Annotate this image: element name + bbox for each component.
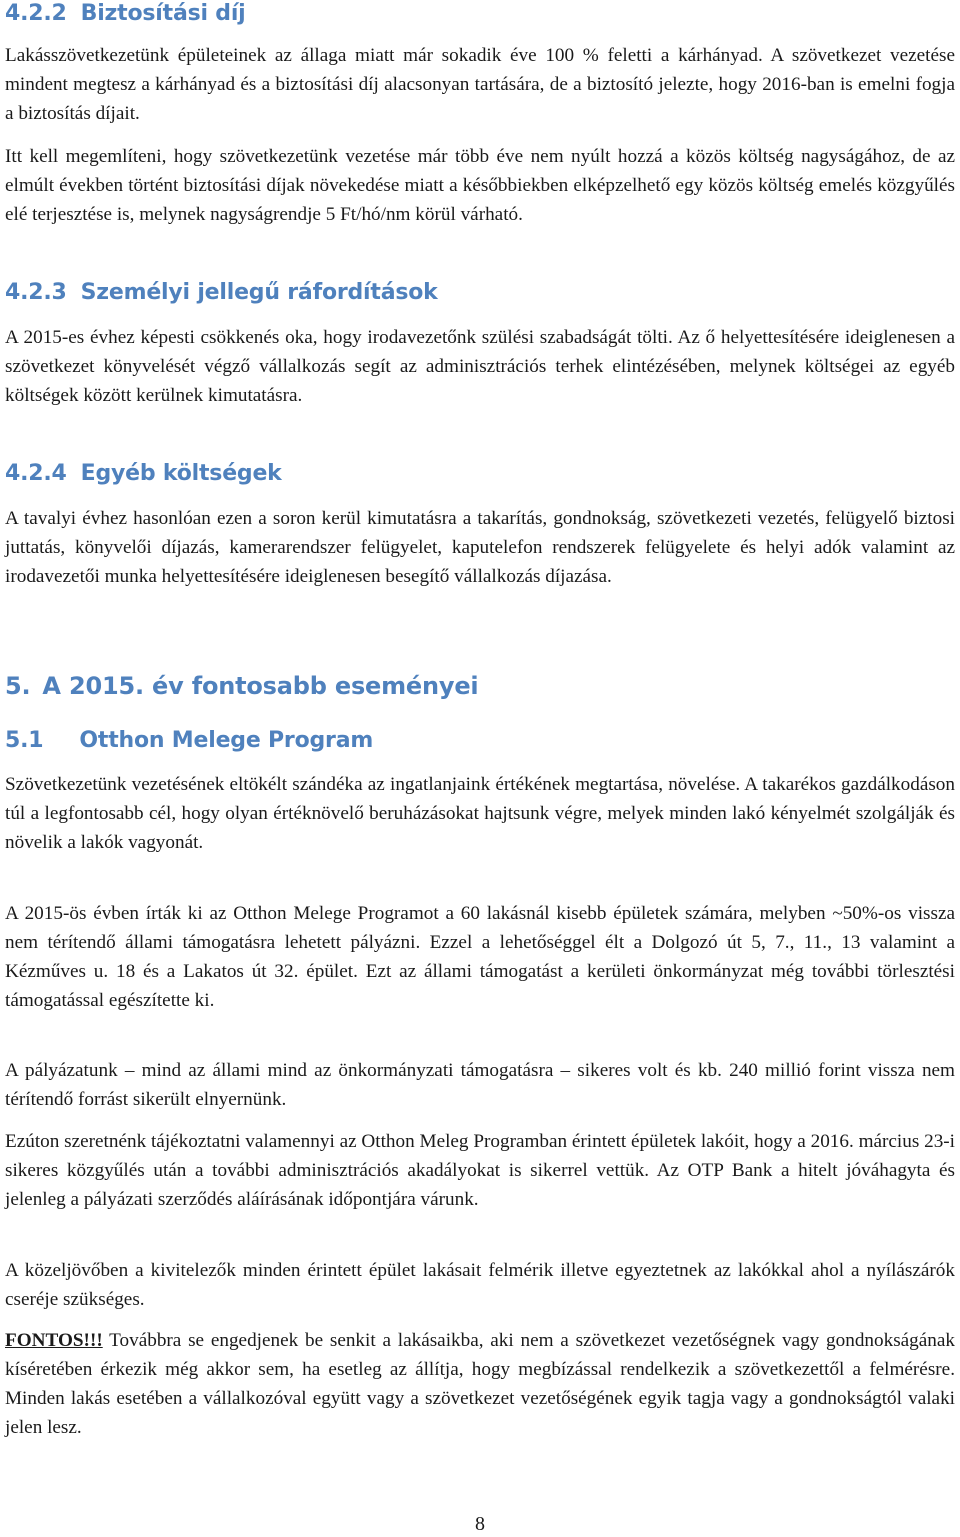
notice-text: Továbbra se engedjenek be senkit a lakásaikba, aki nem a szövetkezet vezetőségnek vagy gondnokságának kíséretében érkezik még akkor sem, ha esetleg az állítja, hogy megbízással rendelkezik a szövetkezettől a felmérésre. Minden lakás esetében a vállalkozóval együtt vagy a szövetkezet vezetőségének egyik tagja vagy a gondnokságtól valaki jelen lesz. [5, 1330, 955, 1438]
paragraph: Itt kell megemlíteni, hogy szövetkezetünk vezetése már több éve nem nyúlt hozzá a közös költség nagyságához, de az elmúlt években történt biztosítási díjak növekedése miatt a későbbiekben elképzelhető egy közös költség emelés közgyűlés elé terjesztése is, melynek nagyságrendje 5 Ft/hó/nm körül várható. [5, 146, 955, 225]
paragraph: Szövetkezetünk vezetésének eltökélt szándéka az ingatlanjaink értékének megtartása, növelése. A takarékos gazdálkodáson túl a legfontosabb cél, hogy olyan értéknövelő beruházásokat hajtsunk végre, melyek minden lakó kényelmét szolgálják és növelik a lakók vagyonát. [5, 774, 955, 853]
heading-title: Személyi jellegű ráfordítások [80, 280, 438, 305]
heading-5-1 [5, 727, 955, 755]
paragraph: A pályázatunk – mind az állami mind az önkormányzati támogatásra – sikeres volt és kb. 240 millió forint vissza nem térítendő forrást sikerült elnyernünk. [5, 1060, 955, 1110]
notice-label: FONTOS!!! [5, 1330, 103, 1351]
notice-paragraph [5, 1326, 955, 1442]
paragraph: Ezúton szeretnénk tájékoztatni valamennyi az Otthon Meleg Programban érintett épületek lakóit, hogy a 2016. március 23-i sikeres közgyűlés után a további adminisztrációs akadályokat is sikerrel vettük. Az OTP Bank a hitelt jóváhagyta és jelenleg a pályázati szerződés aláírásának időpontjára várunk. [5, 1131, 956, 1210]
heading-4-2-4 [5, 460, 955, 488]
heading-number: 4.2.4 [5, 461, 67, 486]
heading-title: A 2015. év fontosabb eseményei [42, 672, 479, 700]
heading-number: 5. [5, 672, 31, 700]
heading-title: Otthon Melege Program [79, 728, 374, 753]
heading-number: 5.1 [5, 728, 44, 753]
heading-4-2-3 [5, 279, 955, 307]
paragraph: A 2015-ös évben írták ki az Otthon Melege Programot a 60 lakásnál kisebb épületek számára, melyben ~50%-os vissza nem térítendő állami támogatásra lehetett pályázni. Ezzel a lehetőséggel élt a Dolgozó út 5, 7., 11., 13 valamint a Kézműves u. 18 és a Lakatos út 32. épület. Ezt az állami támogatást a kerületi önkormányzat még további törlesztési támogatással egészítette ki. [5, 903, 955, 1011]
heading-number: 4.2.2 [5, 1, 67, 26]
paragraph: Lakásszövetkezetünk épületeinek az állaga miatt már sokadik éve 100 % feletti a kárhányad. A szövetkezet vezetése mindent megtesz a kárhányad és a biztosítási díj alacsonyan tartására, de a biztosító jelezte, hogy 2016-ban is emelni fogja a biztosítás díjait. [5, 45, 955, 124]
heading-title: Egyéb költségek [80, 461, 282, 486]
heading-number: 4.2.3 [5, 280, 67, 305]
heading-title: Biztosítási díj [80, 1, 246, 26]
paragraph: A tavalyi évhez hasonlóan ezen a soron kerül kimutatásra a takarítás, gondnokság, szövetkezeti vezetés, felügyelő biztosi juttatás, könyvelői díjazás, kamerarendszer felügyelet, kaputelefon rendszerek felügyelete és helyi adók valamint az irodavezetői munka helyettesítésére ideiglenesen besegítő vállalkozás díjazása. [5, 508, 955, 587]
heading-4-2-2 [5, 0, 955, 28]
paragraph: A közeljövőben a kivitelezők minden érintett épület lakásait felmérik illetve egyeztetnek az lakókkal ahol a nyílászárók cseréje szükséges. [5, 1260, 955, 1310]
heading-5 [5, 671, 955, 701]
paragraph: A 2015-es évhez képesti csökkenés oka, hogy irodavezetőnk szülési szabadságát tölti. Az ő helyettesítésére ideiglenesen a szövetkezet könyvelését végző vállalkozás segít az adminisztrációs terhek elintézésében, melynek költségei az egyéb költségek között kerülnek kimutatásra. [5, 327, 955, 406]
page-number: 8 [475, 1513, 485, 1535]
